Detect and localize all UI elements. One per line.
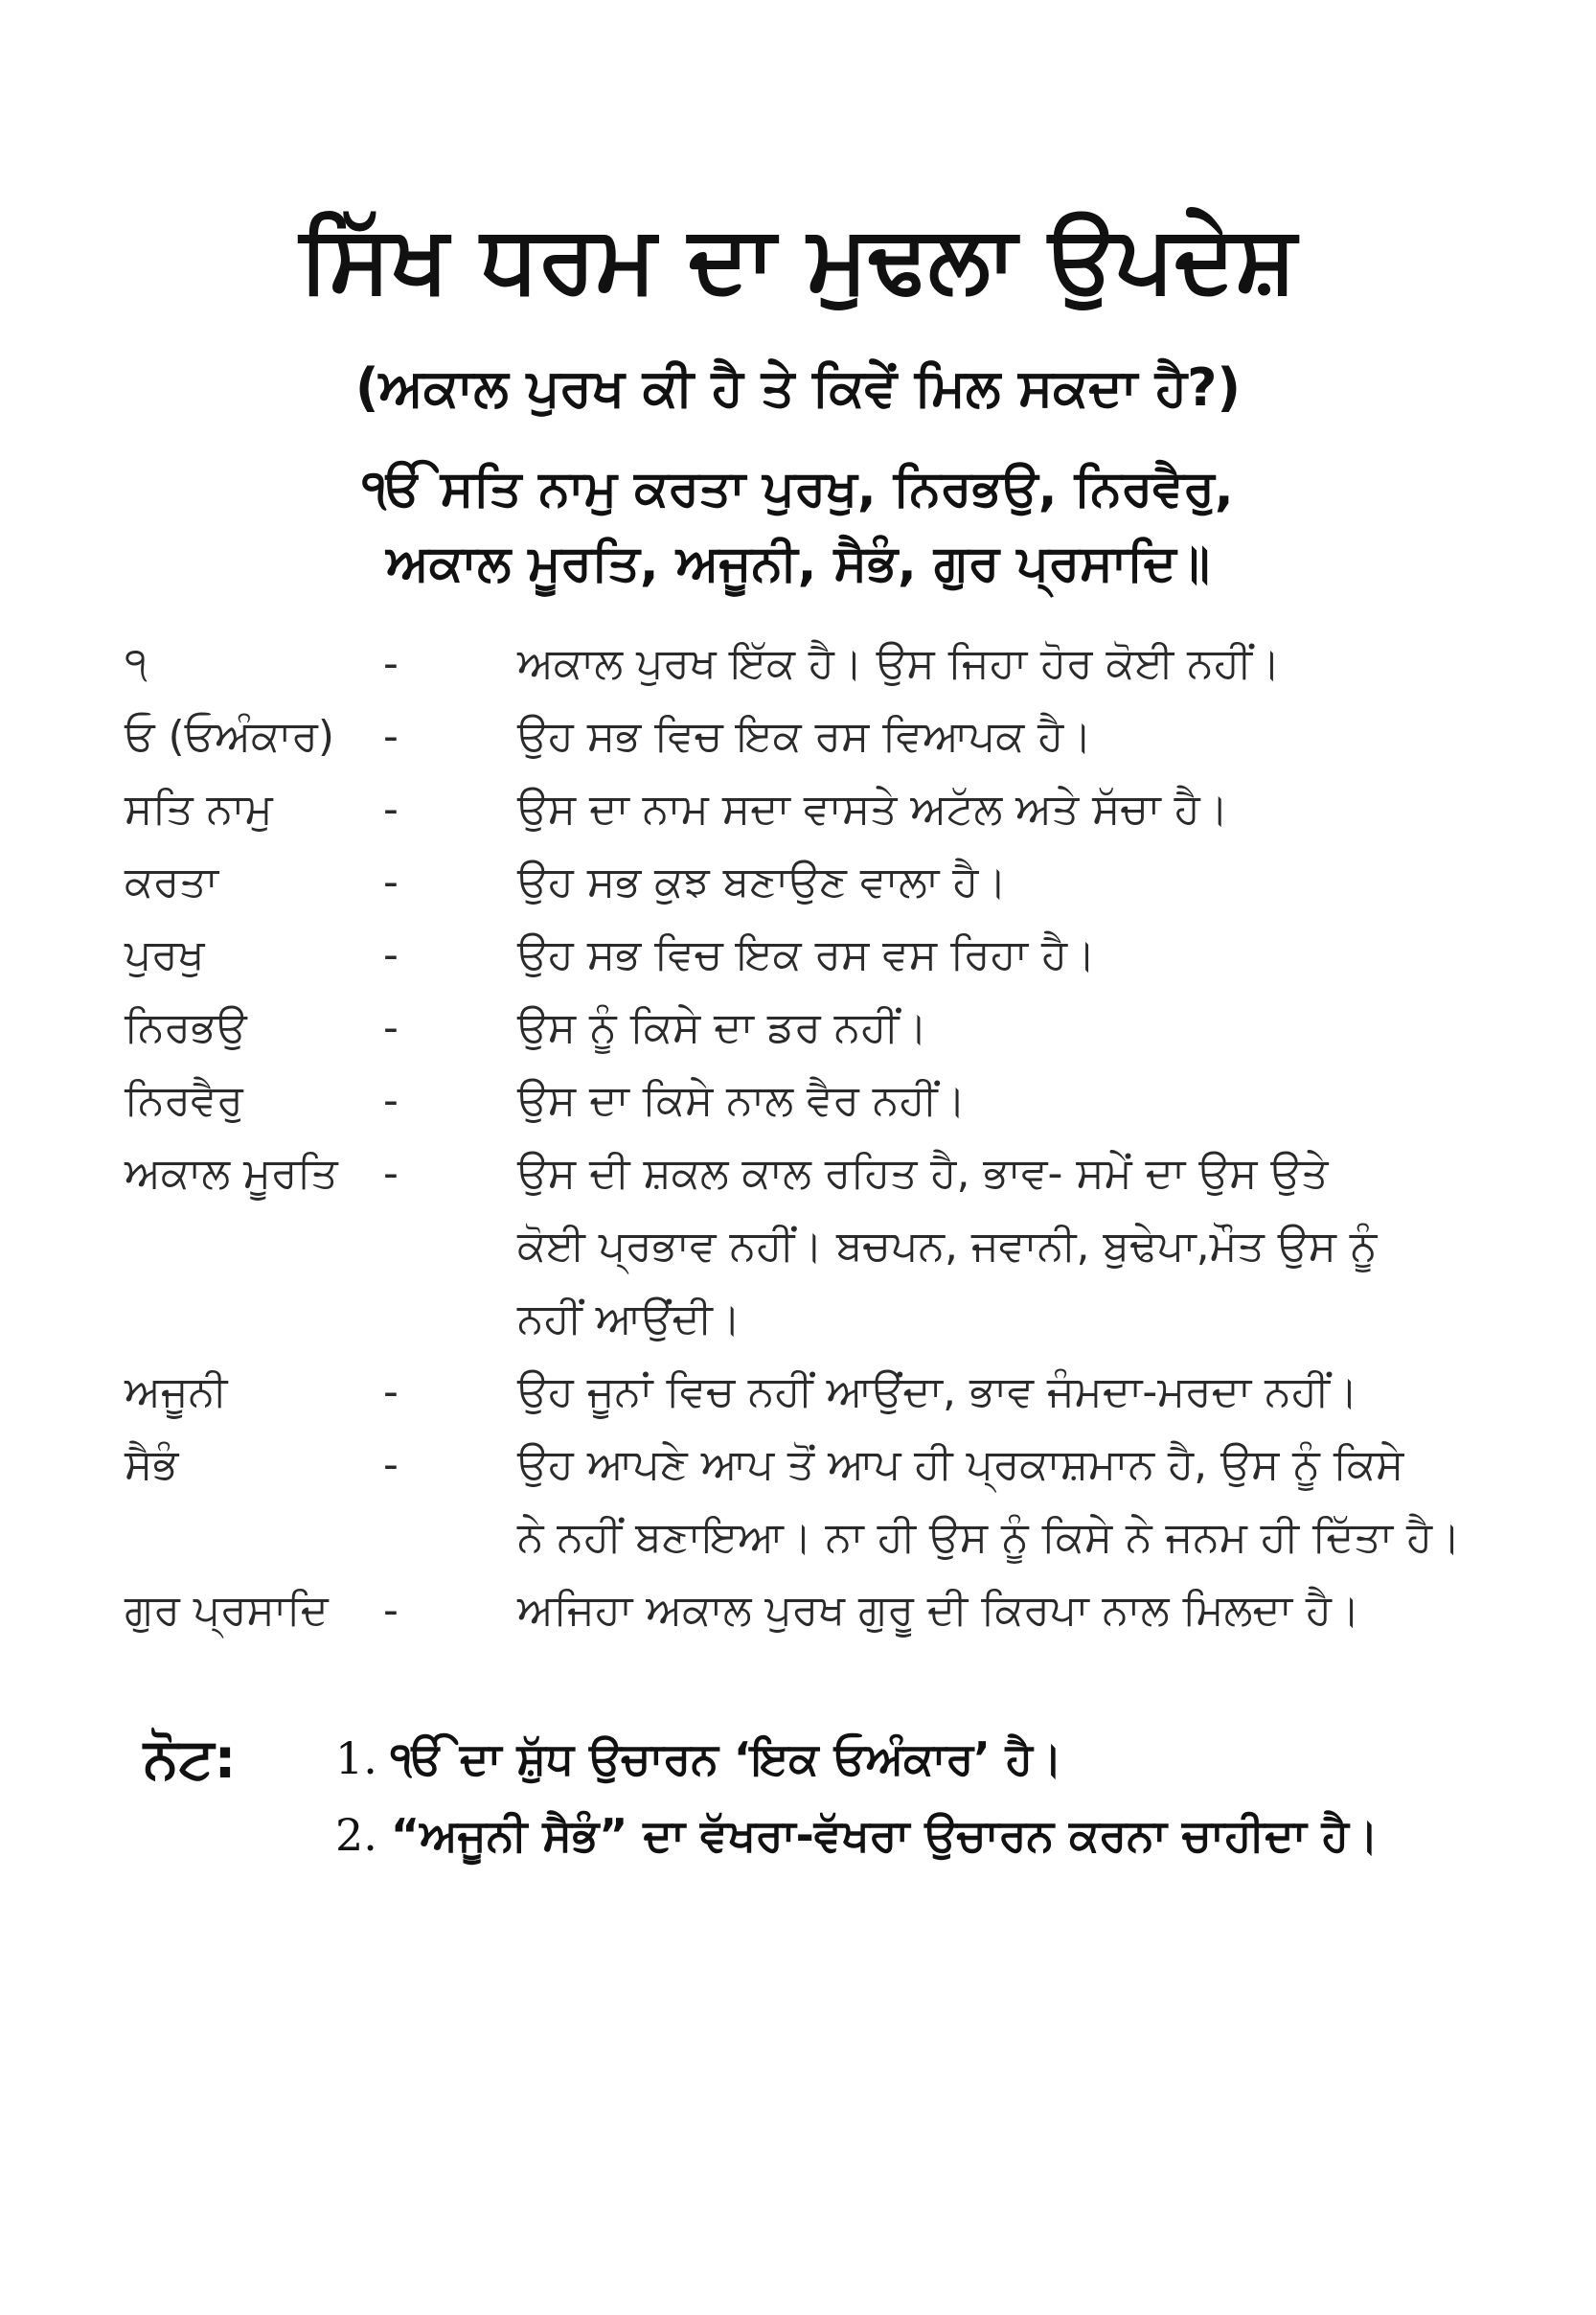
glossary-description bbox=[517, 1065, 1485, 1137]
note-row bbox=[144, 1720, 1504, 1873]
glossary-description-line: ਉਹ ਸਭ ਕੁਝ ਬਣਾਉਣ ਵਾਲਾ ਹੈ। bbox=[517, 858, 1007, 906]
page-title: ਸਿੱਖ ਧਰਮ ਦਾ ਮੁਢਲਾ ਉਪਦੇਸ਼ bbox=[299, 205, 1297, 312]
glossary-dash: - bbox=[383, 1440, 399, 1489]
note-item-text: ੴ ਦਾ ਸ਼ੁੱਧ ਉਚਾਰਨ ‘ਇਕ ਓਅੰਕਾਰ’ ਹੈ। bbox=[390, 1732, 1062, 1784]
page-subtitle: (ਅਕਾਲ ਪੁਰਖ ਕੀ ਹੈ ਤੇ ਕਿਵੇਂ ਮਿਲ ਸਕਦਾ ਹੈ?) bbox=[354, 357, 1242, 418]
mool-mantar-line-1: ੴ ਸਤਿ ਨਾਮੁ ਕਰਤਾ ਪੁਰਖੁ, ਨਿਰਭਉ, ਨਿਰਵੈਰੁ, bbox=[362, 460, 1234, 517]
glossary-description bbox=[517, 846, 1485, 919]
glossary-description-line: ਉਸ ਦੀ ਸ਼ਕਲ ਕਾਲ ਰਹਿਤ ਹੈ, ਭਾਵ- ਸਮੇਂ ਦਾ ਉਸ ਉਤੇ bbox=[517, 1149, 1329, 1198]
glossary-description bbox=[517, 1574, 1485, 1647]
glossary-dash: - bbox=[383, 1076, 399, 1125]
glossary-description-line: ਉਹ ਸਭ ਵਿਚ ਇਕ ਰਸ ਵਸ ਰਿਹਾ ਹੈ। bbox=[517, 930, 1096, 979]
note-item bbox=[335, 1720, 1504, 1797]
glossary-description-line: ਉਹ ਆਪਣੇ ਆਪ ਤੋਂ ਆਪ ਹੀ ਪ੍ਰਕਾਸ਼ਮਾਨ ਹੈ, ਉਸ ਨੂੰ ਕਿਸੇ bbox=[517, 1440, 1404, 1489]
glossary-description-line: ਉਹ ਸਭ ਵਿਚ ਇਕ ਰਸ ਵਿਆਪਕ ਹੈ। bbox=[517, 712, 1092, 761]
glossary-term: ਅਕਾਲ ਮੂਰਤਿ bbox=[125, 1149, 338, 1198]
glossary-row bbox=[125, 919, 1485, 992]
glossary-dash: - bbox=[383, 1149, 399, 1198]
glossary-term: ਨਿਰਵੈਰੁ bbox=[125, 1076, 243, 1125]
glossary-term: ਗੁਰ ਪ੍ਰਸਾਦਿ bbox=[125, 1586, 329, 1635]
glossary-term: ੧ bbox=[125, 639, 148, 688]
note-item bbox=[335, 1797, 1504, 1873]
glossary-term: ਸਤਿ ਨਾਮੁ bbox=[125, 785, 273, 834]
glossary-description-line: ਉਸ ਨੂੰ ਕਿਸੇ ਦਾ ਡਰ ਨਹੀਂ। bbox=[517, 1003, 928, 1052]
glossary-dash: - bbox=[383, 639, 399, 688]
glossary-description bbox=[517, 992, 1485, 1065]
glossary-dash: - bbox=[383, 858, 399, 906]
glossary-dash: - bbox=[383, 1003, 399, 1052]
glossary-row bbox=[125, 1356, 1485, 1429]
glossary-description bbox=[517, 1429, 1485, 1574]
glossary-dash: - bbox=[383, 930, 399, 979]
glossary-description-line: ਉਹ ਜੂਨਾਂ ਵਿਚ ਨਹੀਂ ਆਉਂਦਾ, ਭਾਵ ਜੰਮਦਾ-ਮਰਦਾ ਨਹੀਂ। bbox=[517, 1367, 1358, 1416]
glossary-term: ਅਜੂਨੀ bbox=[125, 1367, 228, 1416]
glossary-row bbox=[125, 628, 1485, 700]
glossary-description bbox=[517, 1137, 1485, 1356]
glossary-description-line: ਅਜਿਹਾ ਅਕਾਲ ਪੁਰਖ ਗੁਰੂ ਦੀ ਕਿਰਪਾ ਨਾਲ ਮਿਲਦਾ ਹੈ। bbox=[517, 1586, 1360, 1635]
glossary-row bbox=[125, 1065, 1485, 1137]
glossary-term: ਪੁਰਖੁ bbox=[125, 930, 205, 979]
glossary-description-line: ਉਸ ਦਾ ਕਿਸੇ ਨਾਲ ਵੈਰ ਨਹੀਂ। bbox=[517, 1076, 967, 1125]
glossary-dash: - bbox=[383, 1367, 399, 1416]
note-item-text: “ਅਜੂਨੀ ਸੈਭੰ” ਦਾ ਵੱਖਰਾ-ਵੱਖਰਾ ਉਚਾਰਨ ਕਰਨਾ ਚਾਹੀਦਾ ਹੈ। bbox=[390, 1809, 1379, 1861]
glossary-description-line: ਨੇ ਨਹੀਂ ਬਣਾਇਆ। ਨਾ ਹੀ ਉਸ ਨੂੰ ਕਿਸੇ ਨੇ ਜਨਮ ਹੀ ਦਿੱਤਾ ਹੈ। bbox=[517, 1513, 1461, 1562]
glossary-row bbox=[125, 1429, 1485, 1574]
glossary-description-line: ਉਸ ਦਾ ਨਾਮ ਸਦਾ ਵਾਸਤੇ ਅਟੱਲ ਅਤੇ ਸੱਚਾ ਹੈ। bbox=[517, 785, 1229, 834]
glossary-row bbox=[125, 846, 1485, 919]
note-item-number: 1. bbox=[335, 1732, 377, 1784]
glossary-term: ਨਿਰਭਉ bbox=[125, 1003, 247, 1052]
glossary-row bbox=[125, 773, 1485, 846]
note-label: ਨੋਟ: bbox=[144, 1726, 237, 1791]
note-item-number: 2. bbox=[335, 1809, 377, 1861]
glossary-description-line: ਅਕਾਲ ਪੁਰਖ ਇੱਕ ਹੈ। ਉਸ ਜਿਹਾ ਹੋਰ ਕੋਈ ਨਹੀਂ। bbox=[517, 639, 1281, 688]
glossary-description bbox=[517, 700, 1485, 773]
glossary-dash: - bbox=[383, 785, 399, 834]
glossary-dash: - bbox=[383, 1586, 399, 1635]
glossary-row bbox=[125, 1574, 1485, 1647]
glossary-description bbox=[517, 628, 1485, 700]
glossary-term: ਓ (ਓਅੰਕਾਰ) bbox=[125, 712, 335, 761]
glossary-row bbox=[125, 1137, 1485, 1356]
glossary-row bbox=[125, 992, 1485, 1065]
note-section bbox=[144, 1720, 1504, 1873]
glossary-dash: - bbox=[383, 712, 399, 761]
glossary-term: ਸੈਭੰ bbox=[125, 1440, 179, 1489]
glossary-description-line: ਕੋਈ ਪ੍ਰਭਾਵ ਨਹੀਂ। ਬਚਪਨ, ਜਵਾਨੀ, ਬੁਢੇਪਾ,ਮੌਤ ਉਸ ਨੂੰ bbox=[517, 1222, 1378, 1271]
glossary-term: ਕਰਤਾ bbox=[125, 858, 219, 906]
glossary-description bbox=[517, 919, 1485, 992]
glossary-description bbox=[517, 773, 1485, 846]
glossary-description-line: ਨਹੀਂ ਆਉਂਦੀ। bbox=[517, 1295, 741, 1343]
glossary-description bbox=[517, 1356, 1485, 1429]
note-items bbox=[335, 1720, 1504, 1873]
mool-mantar-line-2: ਅਕਾਲ ਮੂਰਤਿ, ਅਜੂਨੀ, ਸੈਭੰ, ਗੁਰ ਪ੍ਰਸਾਦਿ॥ bbox=[386, 535, 1210, 592]
glossary-list bbox=[125, 628, 1485, 1647]
glossary-row bbox=[125, 700, 1485, 773]
